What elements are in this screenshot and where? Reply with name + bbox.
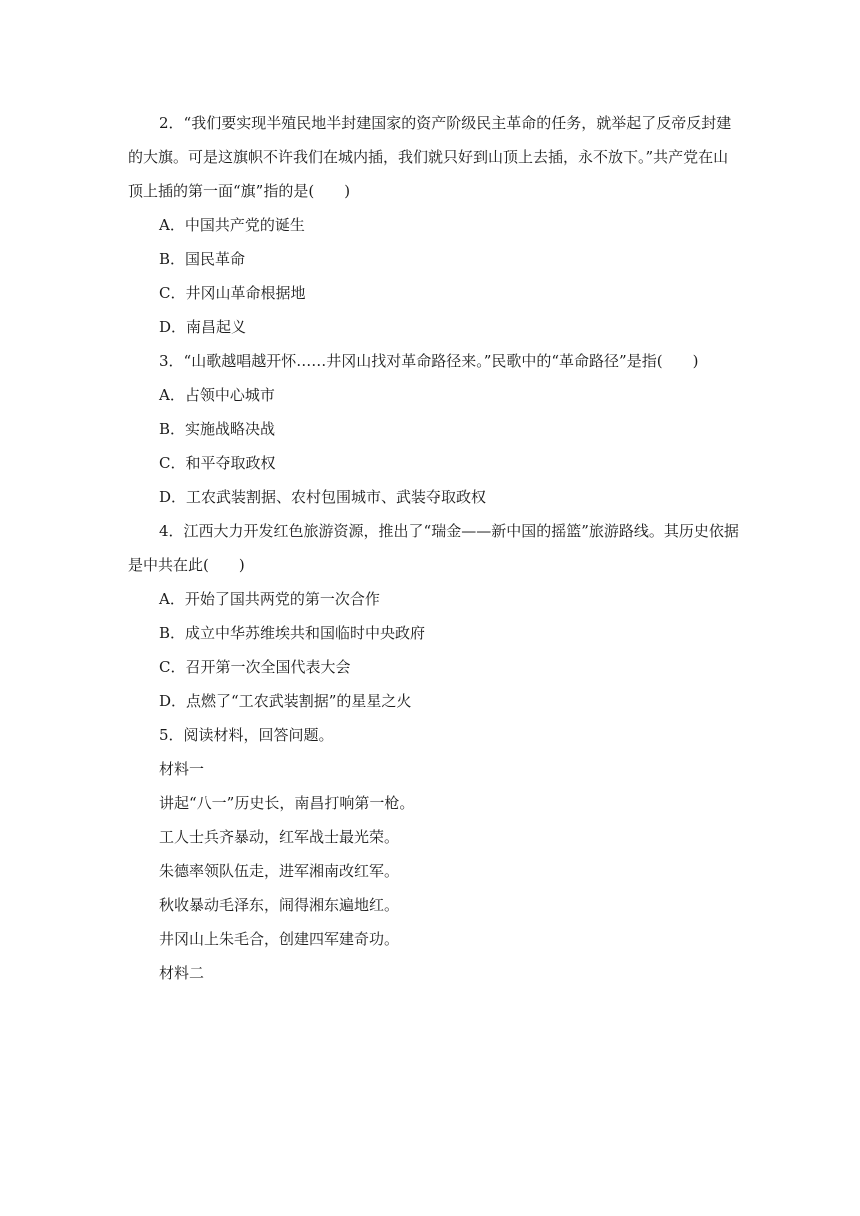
question-4-option-c: C．召开第一次全国代表大会 [159,658,351,676]
question-4-option-d: D．点燃了“工农武装割据”的星星之火 [159,692,412,710]
question-3-option-b: B．实施战略决战 [159,420,276,438]
question-3-option-d: D．工农武装割据、农村包围城市、武装夺取政权 [159,488,487,506]
question-5-stem: 5．阅读材料，回答问题。 [159,726,334,744]
question-4 [128,514,738,718]
question-3-option-c: C．和平夺取政权 [159,454,276,472]
document-content [128,106,738,990]
question-5 [128,718,738,990]
question-4-stem-line-2: 是中共在此( ) [128,556,245,574]
question-2-stem-line-1: 2．“我们要实现半殖民地半封建国家的资产阶级民主革命的任务，就举起了反帝反封建 [159,114,732,132]
question-2 [128,106,738,344]
question-3 [128,344,738,514]
poem-line-2: 工人士兵齐暴动，红军战士最光荣。 [159,828,400,846]
question-2-option-b: B．国民革命 [159,250,246,268]
question-4-option-b: B．成立中华苏维埃共和国临时中央政府 [159,624,426,642]
material-2-label: 材料二 [159,964,205,982]
question-4-option-a: A．开始了国共两党的第一次合作 [159,590,380,608]
question-3-option-a: A．占领中心城市 [159,386,275,404]
poem-line-3: 朱德率领队伍走，进军湘南改红军。 [159,862,400,880]
question-2-stem-line-3: 顶上插的第一面“旗”指的是( ) [128,182,351,200]
question-3-stem-line-1: 3．“山歌越唱越开怀……井冈山找对革命路径来。”民歌中的“革命路径”是指( ) [159,352,699,370]
poem-line-1: 讲起“八一”历史长，南昌打响第一枪。 [159,794,415,812]
poem-line-4: 秋收暴动毛泽东，闹得湘东遍地红。 [159,896,400,914]
question-4-stem-line-1: 4．江西大力开发红色旅游资源，推出了“瑞金——新中国的摇篮”旅游路线。其历史依据 [159,522,739,540]
question-2-option-d: D．南昌起义 [159,318,247,336]
question-2-stem-line-2: 的大旗。可是这旗帜不许我们在城内插，我们就只好到山顶上去插，永不放下。”共产党在山 [128,148,729,166]
question-2-option-a: A．中国共产党的诞生 [159,216,305,234]
poem-line-5: 井冈山上朱毛合，创建四军建奇功。 [159,930,400,948]
question-2-option-c: C．井冈山革命根据地 [159,284,306,302]
material-1-label: 材料一 [159,760,205,778]
